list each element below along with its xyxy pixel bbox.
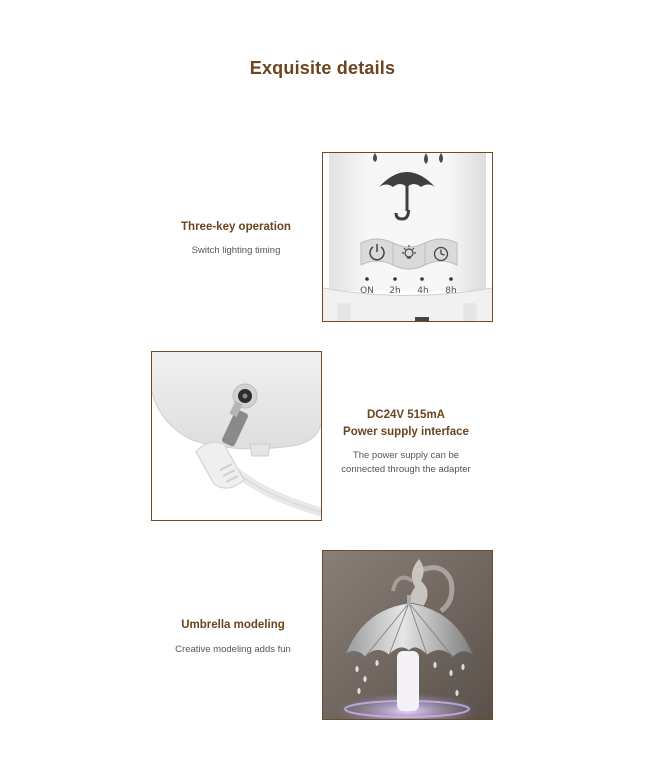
feature-title-spec: DC24V 515mA: [367, 409, 445, 421]
panel-label-4h: 4h: [417, 286, 429, 296]
power-port-illustration: [152, 352, 321, 520]
feature-desc-umbrella: Creative modeling adds fun: [175, 644, 291, 655]
umbrella-illustration: [323, 551, 492, 719]
feature-desc-line2: connected through the adapter: [341, 464, 471, 475]
power-port-photo: [151, 351, 322, 521]
feature-desc-line1: The power supply can be: [352, 450, 460, 461]
control-panel-photo: [322, 152, 493, 322]
feature-title-power-interface: Power supply interface: [343, 426, 469, 438]
panel-label-2h: 2h: [389, 286, 401, 296]
umbrella-photo: [322, 550, 493, 720]
feature-desc-three-key: Switch lighting timing: [191, 245, 281, 256]
panel-label-8h: 8h: [445, 286, 457, 296]
panel-label-on: ON: [360, 286, 374, 296]
feature-title-umbrella: Umbrella modeling: [181, 619, 285, 631]
control-panel-illustration: [323, 153, 492, 321]
section-title: Exquisite details: [249, 58, 396, 78]
feature-title-three-key: Three-key operation: [181, 221, 291, 233]
